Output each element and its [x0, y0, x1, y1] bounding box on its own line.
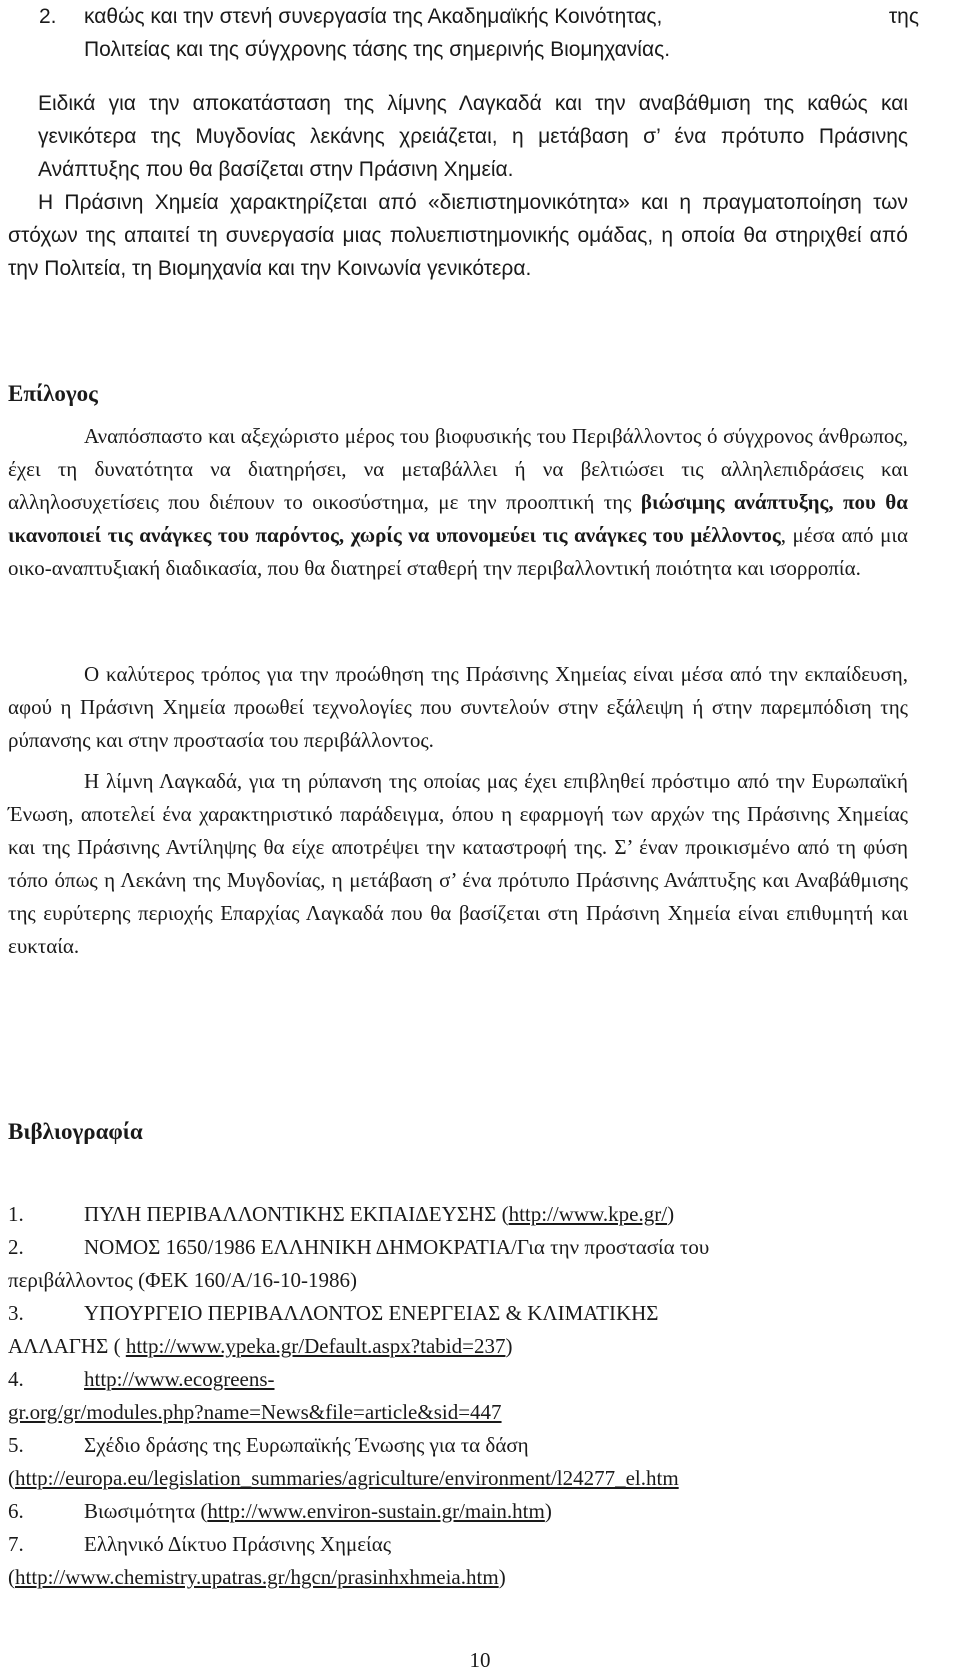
bibliography-item-1: 1. ΠΥΛΗ ΠΕΡΙΒΑΛΛΟΝΤΙΚΗΣ ΕΚΠΑΙΔΕΥΣΗΣ (http://www.kpe.gr/) — [8, 1202, 675, 1226]
bibliography-item-5: 5. Σχέδιο δράσης της Ευρωπαϊκής Ένωσης για τα δάση (http://europa.eu/legislation_summaries/agriculture/environment/l24277_el.htm — [8, 1433, 679, 1490]
page-number: 10 — [469, 1648, 491, 1672]
intro-item-number: 2. — [39, 5, 57, 28]
bibliography-heading: Βιβλιογραφία — [8, 1119, 143, 1144]
bibliography-item-2: 2. ΝΟΜΟΣ 1650/1986 ΕΛΛΗΝΙΚΗ ΔΗΜΟΚΡΑΤΙΑ/Για την προστασία του περιβάλλοντος (ΦΕΚ 160/Α/16-10-1986) — [8, 1235, 710, 1292]
bibliography-link[interactable]: http://www.ecogreens- — [84, 1367, 275, 1391]
bibliography-item-7: 7. Ελληνικό Δίκτυο Πράσινης Χημείας (http://www.chemistry.upatras.gr/hgcn/prasinhxhmeia.htm) — [8, 1532, 506, 1589]
paragraph-lagkadas: Ειδικά για την αποκατάσταση της λίμνης Λαγκαδά και την αναβάθμιση της καθώς και γενικότερα της Μυγδονίας λεκάνης χρειάζεται, η μετάβαση σ’ ένα πρότυπο Πράσινης Ανάπτυξης που θα βασίζεται στην Πράσινη Χημεία. — [38, 92, 908, 181]
bibliography-item-6: 6. Βιωσιμότητα (http://www.environ-sustain.gr/main.htm) — [8, 1499, 552, 1523]
bibliography-item-3: 3. ΥΠΟΥΡΓΕΙΟ ΠΕΡΙΒΑΛΛΟΝΤΟΣ ΕΝΕΡΓΕΙΑΣ & ΚΛΙΜΑΤΙΚΗΣ ΑΛΛΑΓΗΣ ( http://www.ypeka.gr/Default.aspx?tabid=237) — [8, 1301, 659, 1358]
bibliography-link[interactable]: http://europa.eu/legislation_summaries/agriculture/environment/l24277_el.htm — [15, 1466, 679, 1490]
bibliography-link[interactable]: http://www.ypeka.gr/Default.aspx?tabid=237 — [125, 1334, 506, 1358]
bibliography-link[interactable]: http://www.chemistry.upatras.gr/hgcn/prasinhxhmeia.htm — [15, 1565, 499, 1589]
epilogue-p1-rest: , μέσα από μια οικο-αναπτυξιακή διαδικασία, που θα διατηρεί σταθερή την περιβαλλοντική ποιότητα και ισορροπία. — [8, 523, 908, 580]
epilogue-p1-bold: βιώσιμης ανάπτυξης, που θα ικανοποιεί τις ανάγκες του παρόντος, χωρίς να υπονομεύει τις ανάγκες του μέλλοντος — [8, 490, 908, 547]
intro-item-line2: Πολιτείας και της σύγχρονης τάσης της σημερινής Βιομηχανίας. — [84, 38, 671, 61]
intro-list-item — [39, 0, 919, 66]
intro-item-line1-end: της — [888, 5, 919, 28]
epilogue-paragraph-2: Ο καλύτερος τρόπος για την προώθηση της Πράσινης Χημείας είναι μέσα από την εκπαίδευση, αφού η Πράσινη Χημεία προωθεί τεχνολογίες που συντελούν στην εξάλειψη ή στην παρεμπόδιση της ρύπανσης και στην προστασία του περιβάλλοντος. — [8, 662, 908, 752]
bibliography-link[interactable]: http://www.environ-sustain.gr/main.htm — [207, 1499, 545, 1523]
intro-item-line1: καθώς και την στενή συνεργασία της Ακαδημαϊκής Κοινότητας, — [84, 5, 663, 28]
bibliography-link-continued[interactable]: gr.org/gr/modules.php?name=News&file=article&sid=447 — [8, 1400, 502, 1424]
epilogue-heading: Επίλογος — [8, 381, 98, 406]
epilogue-paragraph-1 — [8, 420, 908, 585]
epilogue-paragraph-3: Η λίμνη Λαγκαδά, για τη ρύπανση της οποίας μας έχει επιβληθεί πρόστιμο από την Ευρωπαϊκή Ένωση, αποτελεί ένα χαρακτηριστικό παράδειγμα, όπου η εφαρμογή των αρχών της Πράσινης Χημείας και της Πράσινης Αντίληψης θα είχε αποτρέψει την καταστροφή της. Σ’ έναν προικισμένο από τη φύση τόπο όπως η Λεκάνη της Μυγδονίας, η μετάβαση σ’ ένα πρότυπο Πράσινης Ανάπτυξης και Αναβάθμισης της ευρύτερης περιοχής Επαρχίας Λαγκαδά που θα βασίζεται στη Πράσινη Χημεία είναι επιθυμητή και ευκταία. — [8, 769, 908, 958]
epilogue-p1-text: Αναπόσπαστο και αξεχώριστο μέρος του βιοφυσικής του Περιβάλλοντος ό σύγχρονος άνθρωπος, έχει τη δυνατότητα να διατηρήσει, να μεταβάλλει ή να βελτιώσει τις αλληλεπιδράσεις και αλληλοσυχετίσεις που διέπουν το οικοσύστημα, με την προοπτική της — [8, 424, 908, 514]
bibliography-link[interactable]: http://www.kpe.gr/ — [508, 1202, 668, 1226]
bibliography-item-4: 4. http://www.ecogreens- gr.org/gr/modules.php?name=News&file=article&sid=447 — [8, 1367, 502, 1424]
paragraph-green-chemistry: Η Πράσινη Χημεία χαρακτηρίζεται από «διεπιστημονικότητα» και η πραγματοποίηση των στόχων της απαιτεί τη συνεργασία μιας πολυεπιστημονικής ομάδας, η οποία θα στηριχθεί από την Πολιτεία, τη Βιομηχανία και την Κοινωνία γενικότερα. — [8, 191, 908, 280]
